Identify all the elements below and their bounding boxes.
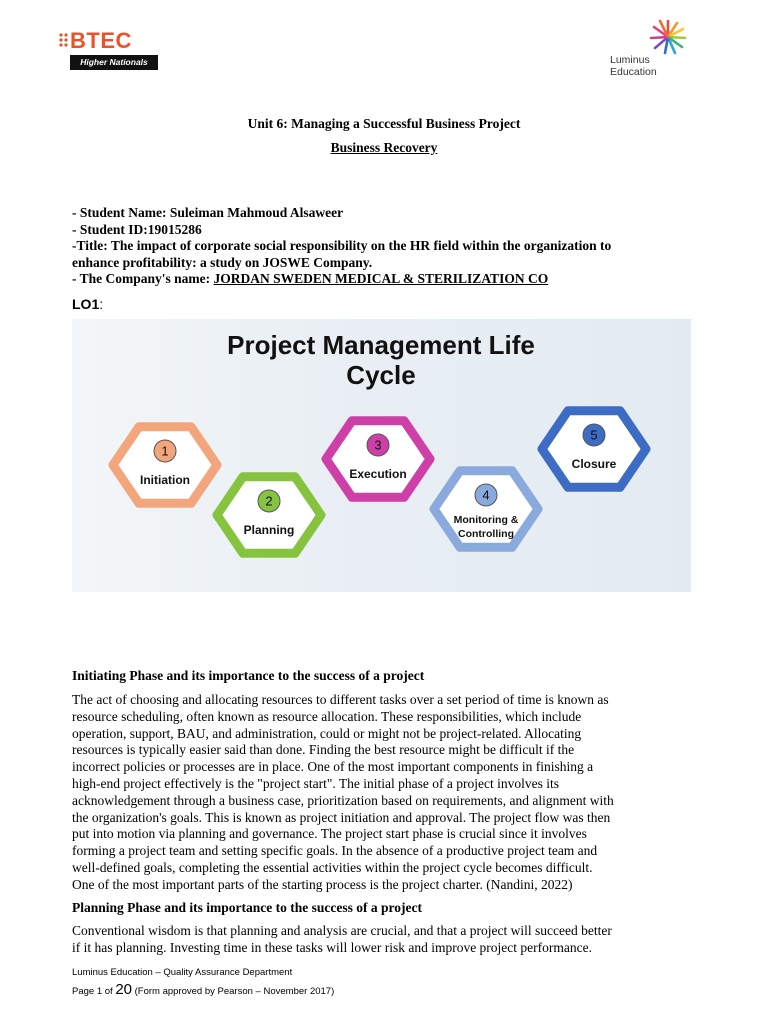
phase-3: [326, 421, 430, 498]
paragraph-line: if it has planning. Investing time in these tasks will lower risk and improve project performance.: [72, 939, 592, 955]
paragraph-line: acknowledgement through a business case, prioritization based on requirements, and alignment with: [72, 792, 614, 808]
luminus-text: [604, 54, 680, 78]
btec-tagline: Higher Nationals: [70, 55, 158, 70]
phase-number: 1: [161, 443, 169, 459]
student-name: - Student Name: Suleiman Mahmoud Alsaweer: [72, 205, 344, 220]
phase-hexagon: [217, 477, 321, 554]
phase-hexagon: [113, 427, 217, 504]
luminus-line1: Luminus: [610, 54, 650, 66]
btec-dots-icon: [58, 32, 70, 50]
phase-2: [217, 477, 321, 554]
paragraph-line: well-defined goals, completing the essential activities within the project cycle becomes difficult.: [72, 859, 593, 875]
phase-number: 5: [590, 427, 598, 443]
student-id: - Student ID:19015286: [72, 221, 202, 237]
phase-label: Closure: [571, 457, 617, 471]
phase-label: Initiation: [140, 473, 190, 487]
phase-hexagon: [542, 411, 646, 488]
luminus-logo: [604, 18, 694, 80]
section-heading-planning: Planning Phase and its importance to the success of a project: [72, 900, 422, 915]
section-paragraph-initiating: [72, 692, 700, 894]
paragraph-line: put into motion via planning and governance. The project start phase is crucial since it involves: [72, 826, 587, 842]
btec-logo: [58, 28, 160, 74]
paragraph-line: incorrect policies or processes are in place. One of the most important components in finishing a: [72, 759, 594, 775]
phase-4: [434, 471, 538, 548]
lo1-heading: [72, 296, 103, 312]
luminus-burst-icon: [648, 18, 688, 56]
paragraph-line: resources is typically easier said than done. Finding the best resource might be difficult if the: [72, 742, 575, 758]
phase-1: [113, 427, 217, 504]
luminus-line2: Education: [610, 66, 657, 78]
lo1-colon: :: [99, 296, 104, 312]
phase-label: Execution: [349, 467, 407, 481]
unit-title: Unit 6: Managing a Successful Business Project: [247, 116, 521, 131]
phase-number: 3: [374, 437, 382, 453]
lo1-label: LO1: [72, 296, 100, 312]
phase-5: [542, 411, 646, 488]
paragraph-line: The act of choosing and allocating resources to different tasks over a set period of time is known as: [72, 692, 609, 707]
paragraph-line: One of the most important parts of the starting process is the project charter. (Nandini, 2022): [72, 876, 573, 892]
phase-hexagon: [326, 421, 430, 498]
phase-number: 2: [265, 493, 273, 509]
student-info: [72, 205, 702, 288]
footer-department: Luminus Education – Quality Assurance Department: [72, 967, 293, 978]
paragraph-line: the organization's goals. This is known as project initiation and approval. The project flow was then: [72, 809, 611, 825]
phase-label: Monitoring &: [453, 514, 519, 526]
phase-label: Planning: [243, 523, 295, 537]
paragraph-line: high-end project effectively is the "project start". The initial phase of a project involves its: [72, 775, 560, 791]
btec-brand-text: BTEC: [70, 28, 132, 53]
figure-title-line1: Project Management Life: [227, 330, 535, 360]
section-heading-initiating: Initiating Phase and its importance to the success of a project: [72, 668, 425, 683]
footer-page-info: [72, 981, 334, 998]
document-subtitle: Business Recovery: [330, 140, 438, 155]
company-label: - The Company's name:: [72, 271, 214, 286]
project-title-line2: enhance profitability: a study on JOSWE Company.: [72, 254, 373, 270]
footer-page-prefix: Page 1 of: [72, 986, 116, 997]
paragraph-line: operation, support, BAU, and administration, could or might not be project-related. Allocating: [72, 725, 582, 741]
company-name: JORDAN SWEDEN MEDICAL & STERILIZATION CO: [213, 271, 549, 286]
phase-number: 4: [482, 487, 490, 503]
lifecycle-figure: [72, 319, 691, 592]
footer-approval: (Form approved by Pearson – November 2017): [132, 986, 335, 997]
paragraph-line: Conventional wisdom is that planning and analysis are crucial, and that a project will succeed better: [72, 923, 612, 938]
footer-page-total: 20: [115, 981, 132, 998]
figure-title-line2: Cycle: [346, 360, 416, 390]
paragraph-line: forming a project team and setting specific goals. In the absence of a productive project team and: [72, 843, 598, 859]
paragraph-line: resource scheduling, often known as resource allocation. These responsibilities, which include: [72, 708, 582, 724]
company-line: [72, 271, 702, 288]
project-title-line1: -Title: The impact of corporate social responsibility on the HR field within the organization to: [72, 238, 612, 253]
section-paragraph-planning: [72, 923, 700, 957]
phase-label-line2: Controlling: [458, 528, 514, 540]
